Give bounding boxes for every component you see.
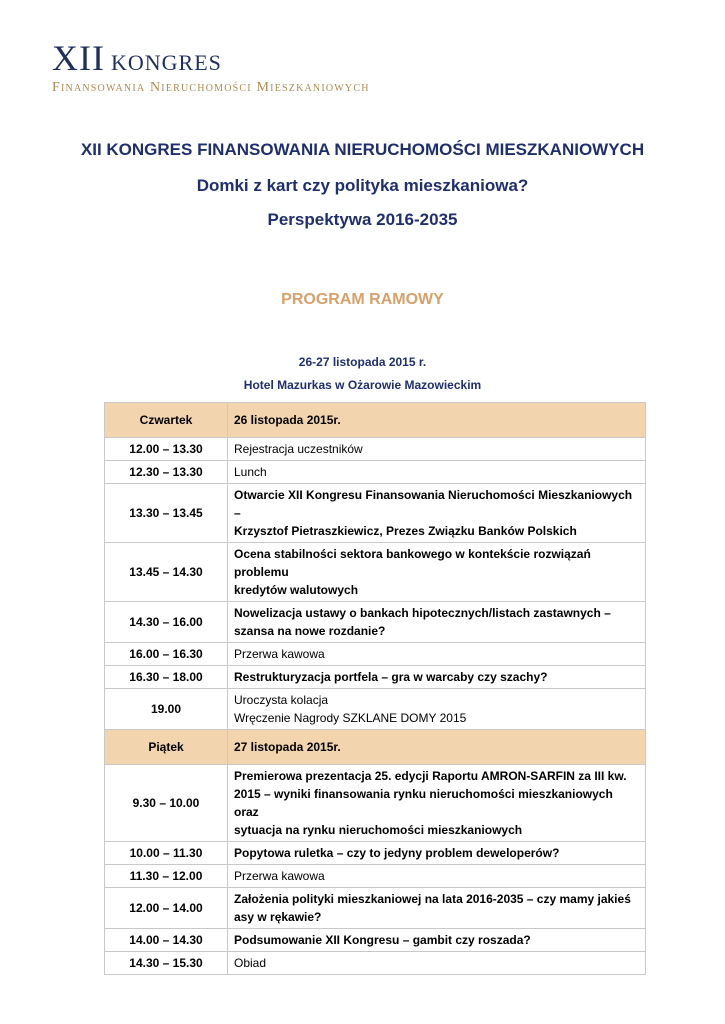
logo-title [52,40,370,76]
schedule-row [105,643,646,666]
event-date: 26-27 listopada 2015 r. [298,355,427,369]
session-line: Podsumowanie XII Kongresu – gambit czy roszada? [234,933,531,947]
day-name: Piątek [105,730,228,765]
session-time: 12.30 – 13.30 [105,461,228,484]
schedule-row [105,929,646,952]
session-line: Nowelizacja ustawy o bankach hipotecznych/listach zastawnych – [234,606,611,620]
program-heading: PROGRAM RAMOWY [281,291,444,308]
congress-logo [52,40,370,96]
session-line: Przerwa kawowa [234,869,325,883]
session-description [228,666,646,689]
document-subtitle: Domki z kart czy polityka mieszkaniowa? [196,176,529,195]
schedule-row [105,689,646,730]
schedule-row [105,543,646,602]
session-line: Wręczenie Nagrody SZKLANE DOMY 2015 [234,711,467,725]
session-time: 12.00 – 13.30 [105,438,228,461]
session-line: szansa na nowe rozdanie? [234,624,386,638]
schedule-row [105,666,646,689]
session-line: sytuacja na rynku nieruchomości mieszkaniowych [234,823,523,837]
session-description [228,643,646,666]
day-header-row [105,403,646,438]
schedule-row [105,461,646,484]
session-description [228,438,646,461]
schedule-row [105,484,646,543]
session-line: Krzysztof Pietraszkiewicz, Prezes Związku Banków Polskich [234,524,577,538]
session-description [228,543,646,602]
session-line: asy w rękawie? [234,910,322,924]
document-title: XII KONGRES FINANSOWANIA NIERUCHOMOŚCI MIESZKANIOWYCH [80,140,645,159]
session-line: Założenia polityki mieszkaniowej na lata 2016-2035 – czy mamy jakieś [234,892,631,906]
session-line: kredytów walutowych [234,583,359,597]
session-time: 16.30 – 18.00 [105,666,228,689]
schedule-row [105,842,646,865]
session-line: Restrukturyzacja portfela – gra w warcaby czy szachy? [234,670,548,684]
session-description [228,602,646,643]
session-description [228,888,646,929]
schedule-row [105,865,646,888]
session-line: Premierowa prezentacja 25. edycji Raportu AMRON-SARFIN za III kw. [234,769,627,783]
logo-roman-numeral: XII [52,38,105,78]
session-time: 9.30 – 10.00 [105,765,228,842]
day-date: 26 listopada 2015r. [228,403,646,438]
session-line: Ocena stabilności sektora bankowego w kontekście rozwiązań problemu [234,547,591,579]
session-line: Lunch [234,465,267,479]
session-description [228,929,646,952]
session-description [228,952,646,975]
session-description [228,842,646,865]
schedule-table [104,402,646,975]
event-venue: Hotel Mazurkas w Ożarowie Mazowieckim [243,378,482,392]
session-time: 14.30 – 16.00 [105,602,228,643]
session-description [228,765,646,842]
session-line: Uroczysta kolacja [234,693,329,707]
session-time: 14.00 – 14.30 [105,929,228,952]
schedule-row [105,765,646,842]
session-time: 12.00 – 14.00 [105,888,228,929]
schedule-row [105,952,646,975]
session-time: 16.00 – 16.30 [105,643,228,666]
day-date: 27 listopada 2015r. [228,730,646,765]
session-description [228,484,646,543]
session-line: Popytowa ruletka – czy to jedyny problem deweloperów? [234,846,560,860]
logo-subtitle: Finansowania Nieruchomości Mieszkaniowych [52,80,370,95]
session-time: 10.00 – 11.30 [105,842,228,865]
session-description [228,865,646,888]
session-description [228,689,646,730]
session-time: 11.30 – 12.00 [105,865,228,888]
schedule-row [105,438,646,461]
session-time: 13.30 – 13.45 [105,484,228,543]
session-description [228,461,646,484]
logo-word: KONGRES [110,50,222,75]
schedule-row [105,888,646,929]
session-time: 19.00 [105,689,228,730]
day-header-row [105,730,646,765]
day-name: Czwartek [105,403,228,438]
session-time: 13.45 – 14.30 [105,543,228,602]
session-line: Obiad [234,956,267,970]
schedule-row [105,602,646,643]
session-line: Rejestracja uczestników [234,442,363,456]
session-time: 14.30 – 15.30 [105,952,228,975]
document-perspective: Perspektywa 2016-2035 [267,210,458,229]
session-line: Przerwa kawowa [234,647,325,661]
session-line: 2015 – wyniki finansowania rynku nieruchomości mieszkaniowych oraz [234,787,613,819]
session-line: Otwarcie XII Kongresu Finansowania Nieruchomości Mieszkaniowych – [234,488,633,520]
